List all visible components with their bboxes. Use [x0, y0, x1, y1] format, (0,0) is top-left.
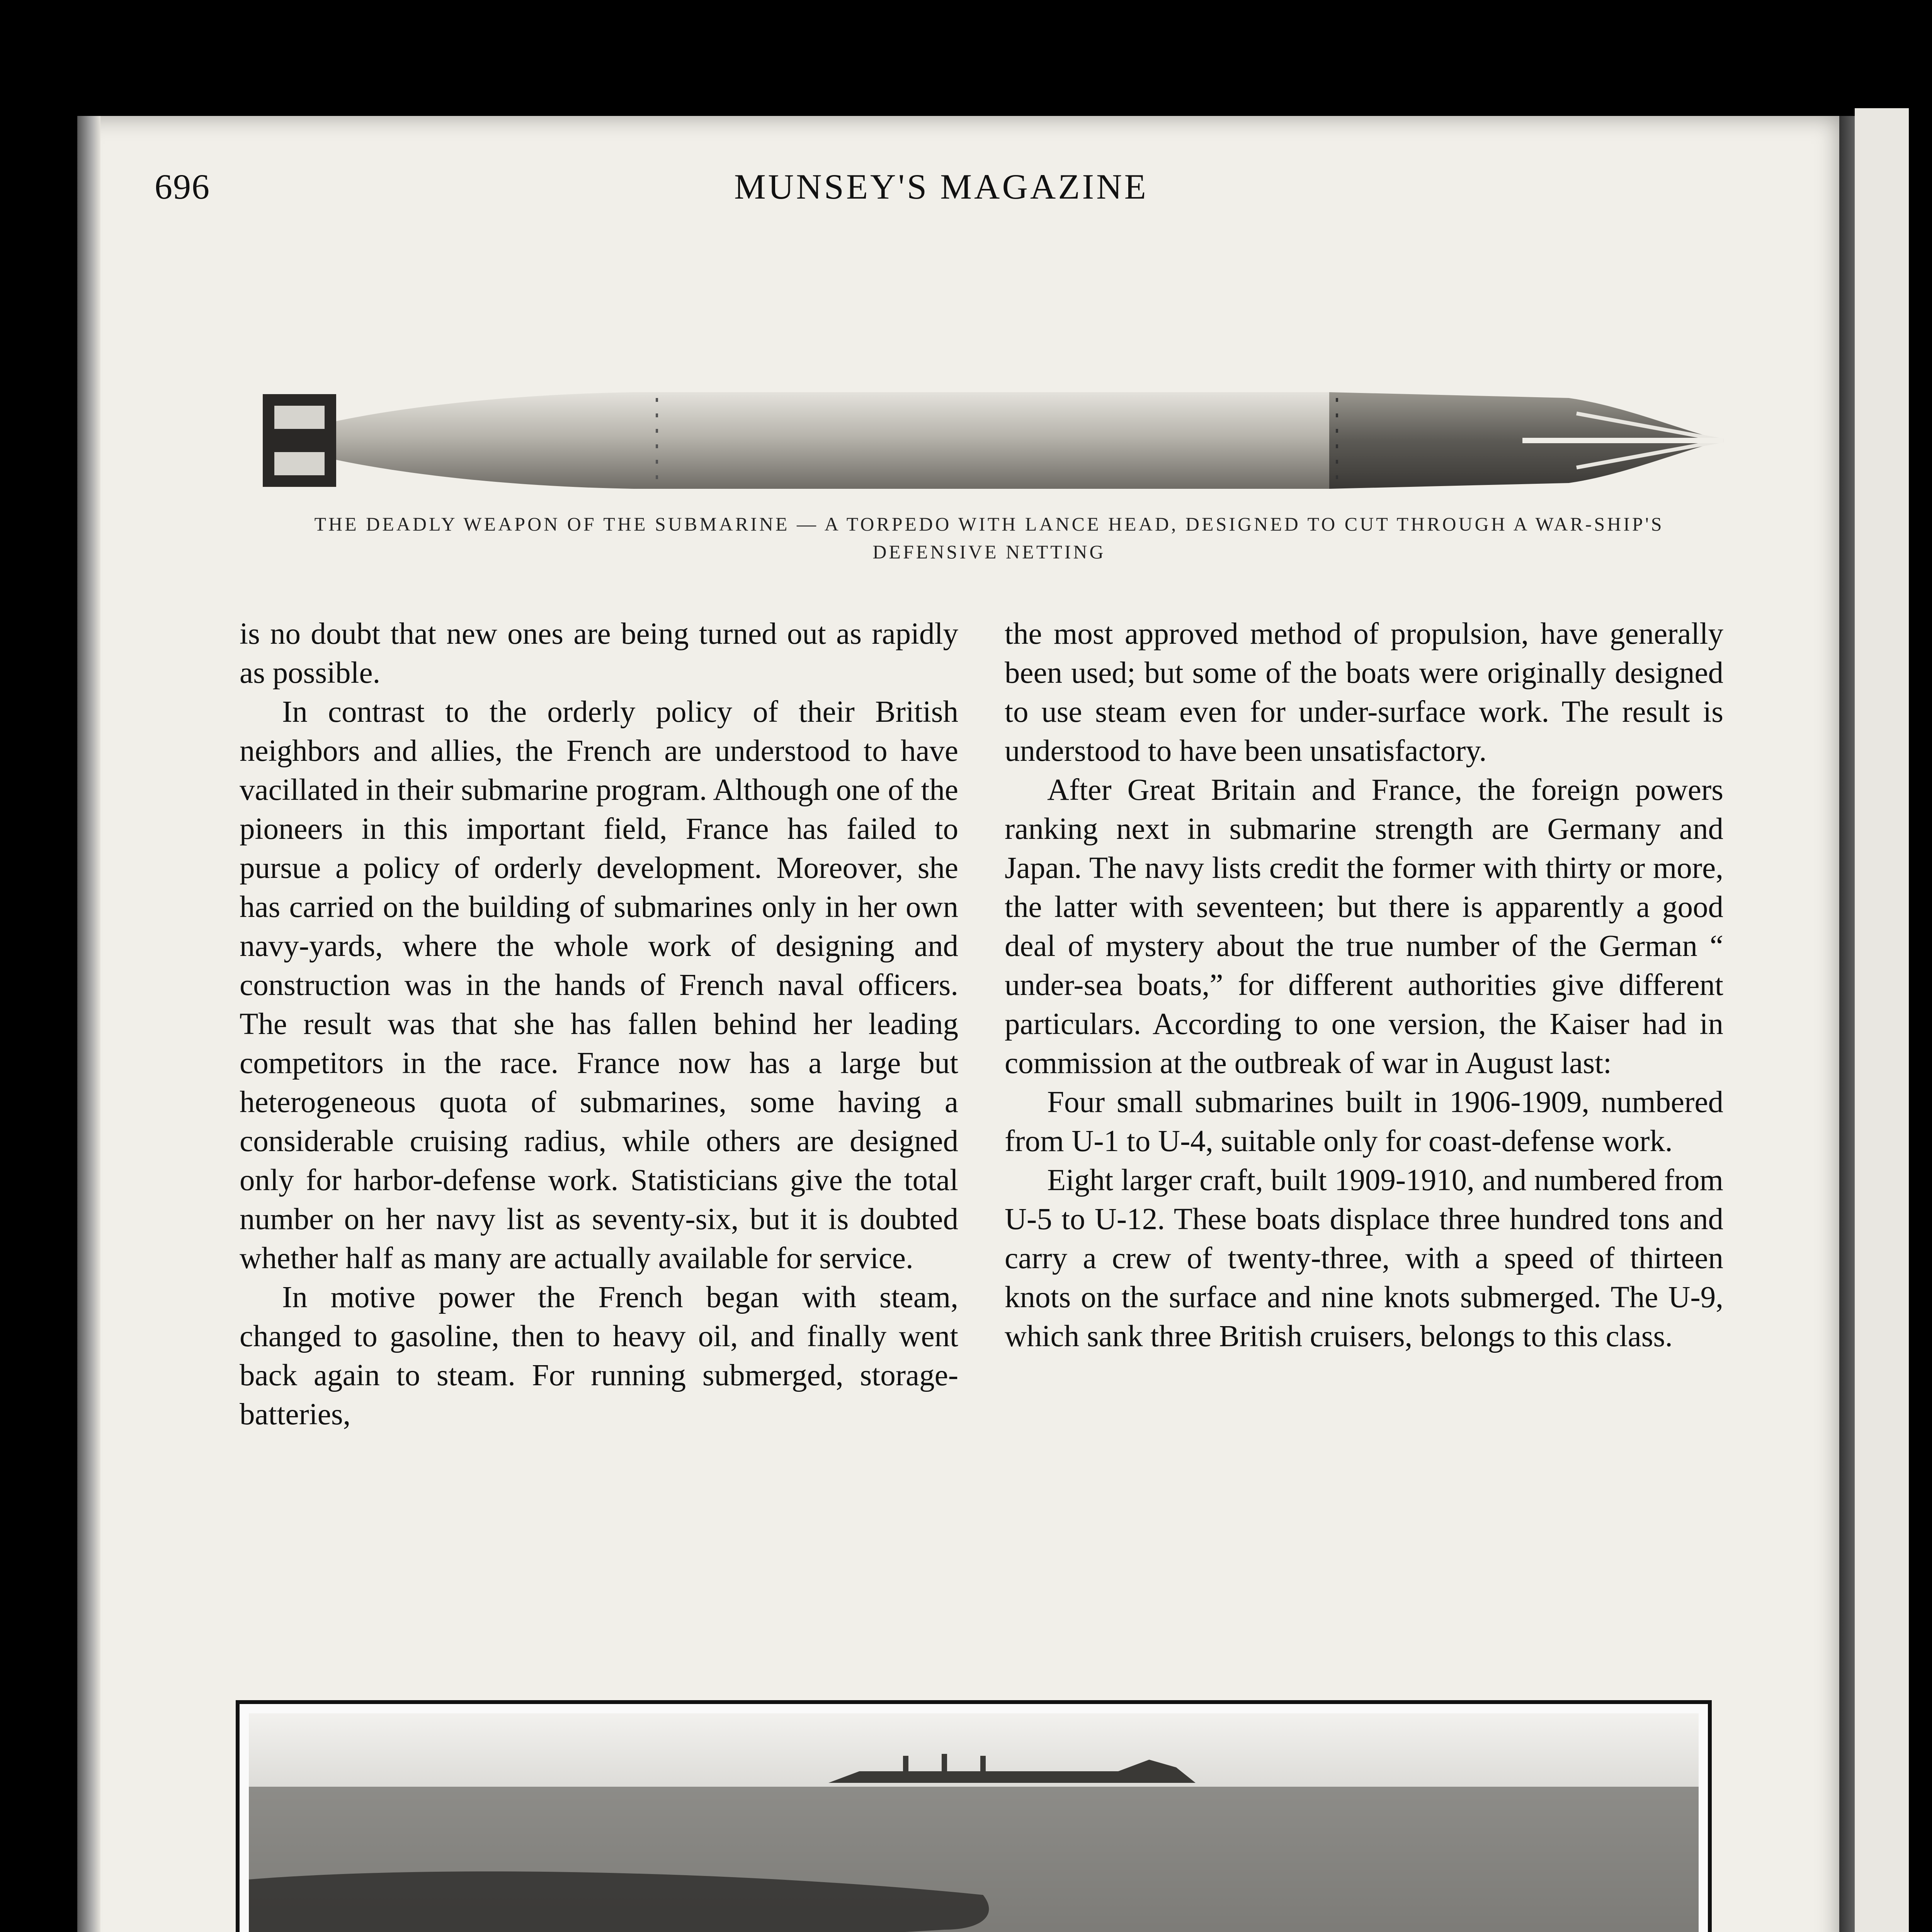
torpedo-illustration	[247, 371, 1739, 510]
article-right-column	[1005, 614, 1723, 1356]
page-number: 696	[155, 167, 210, 206]
paragraph: After Great Britain and France, the foreign powers ranking next in submarine strength are Germany and Japan. The navy lists credit the former with thirty or more, the latter with seventeen; but there is apparently a good deal of mystery about the true number of the German “ under-sea boats,” for different authorities give different particulars. According to one version, the Kaiser had in commission at the outbreak of war in August last:	[1005, 773, 1723, 1080]
submarine-torpedo-diagram	[249, 1713, 1699, 1932]
paragraph: Eight larger craft, built 1909-1910, and numbered from U-5 to U-12. These boats displace three hundred tons and carry a crew of twenty-three, with a speed of thirteen knots on the surface and nine knots submerged. The U-9, which sank three British cruisers, belongs to this class.	[1005, 1163, 1723, 1353]
facing-page-edge	[1855, 108, 1909, 1932]
page-spine	[77, 116, 100, 1932]
submarine-diagram-frame	[236, 1700, 1712, 1932]
paragraph: Four small submarines built in 1906-1909, numbered from U-1 to U-4, suitable only for coast-defense work.	[1005, 1085, 1723, 1158]
article-left-column	[240, 614, 958, 1434]
torpedo-caption: THE DEADLY WEAPON OF THE SUBMARINE — A TORPEDO WITH LANCE HEAD, DESIGNED TO CUT THROUGH A WAR-SHIP'S DEFENSIVE NETTING	[314, 513, 1664, 563]
magazine-title: MUNSEY'S MAGAZINE	[734, 167, 1148, 206]
running-head	[155, 166, 1662, 220]
paragraph: is no doubt that new ones are being turned out as rapidly as possible.	[240, 617, 958, 690]
paragraph: In motive power the French began with steam, changed to gasoline, then to heavy oil, and finally went back again to steam. For running submerged, storage-batteries,	[240, 1281, 958, 1431]
paragraph: the most approved method of propulsion, have generally been used; but some of the boats were originally designed to use steam even for under-surface work. The result is understood to have been unsatisfactory.	[1005, 617, 1723, 768]
paragraph: In contrast to the orderly policy of their British neighbors and allies, the French are understood to have vacillated in their submarine program. Although one of the pioneers in this important field, France has failed to pursue a policy of orderly development. Moreover, she has carried on the building of submarines only in her own navy-yards, where the whole work of designing and construction was in the hands of French naval officers. The result was that she has fallen behind her leading competitors in the race. France now has a large but heterogeneous quota of submarines, some having a considerable cruising radius, while others are designed only for harbor-defense work. Statisticians give the total number on her navy list as seventy-six, but it is doubted whether half as many are actually available for service.	[240, 695, 958, 1275]
article-columns	[240, 614, 1747, 1665]
